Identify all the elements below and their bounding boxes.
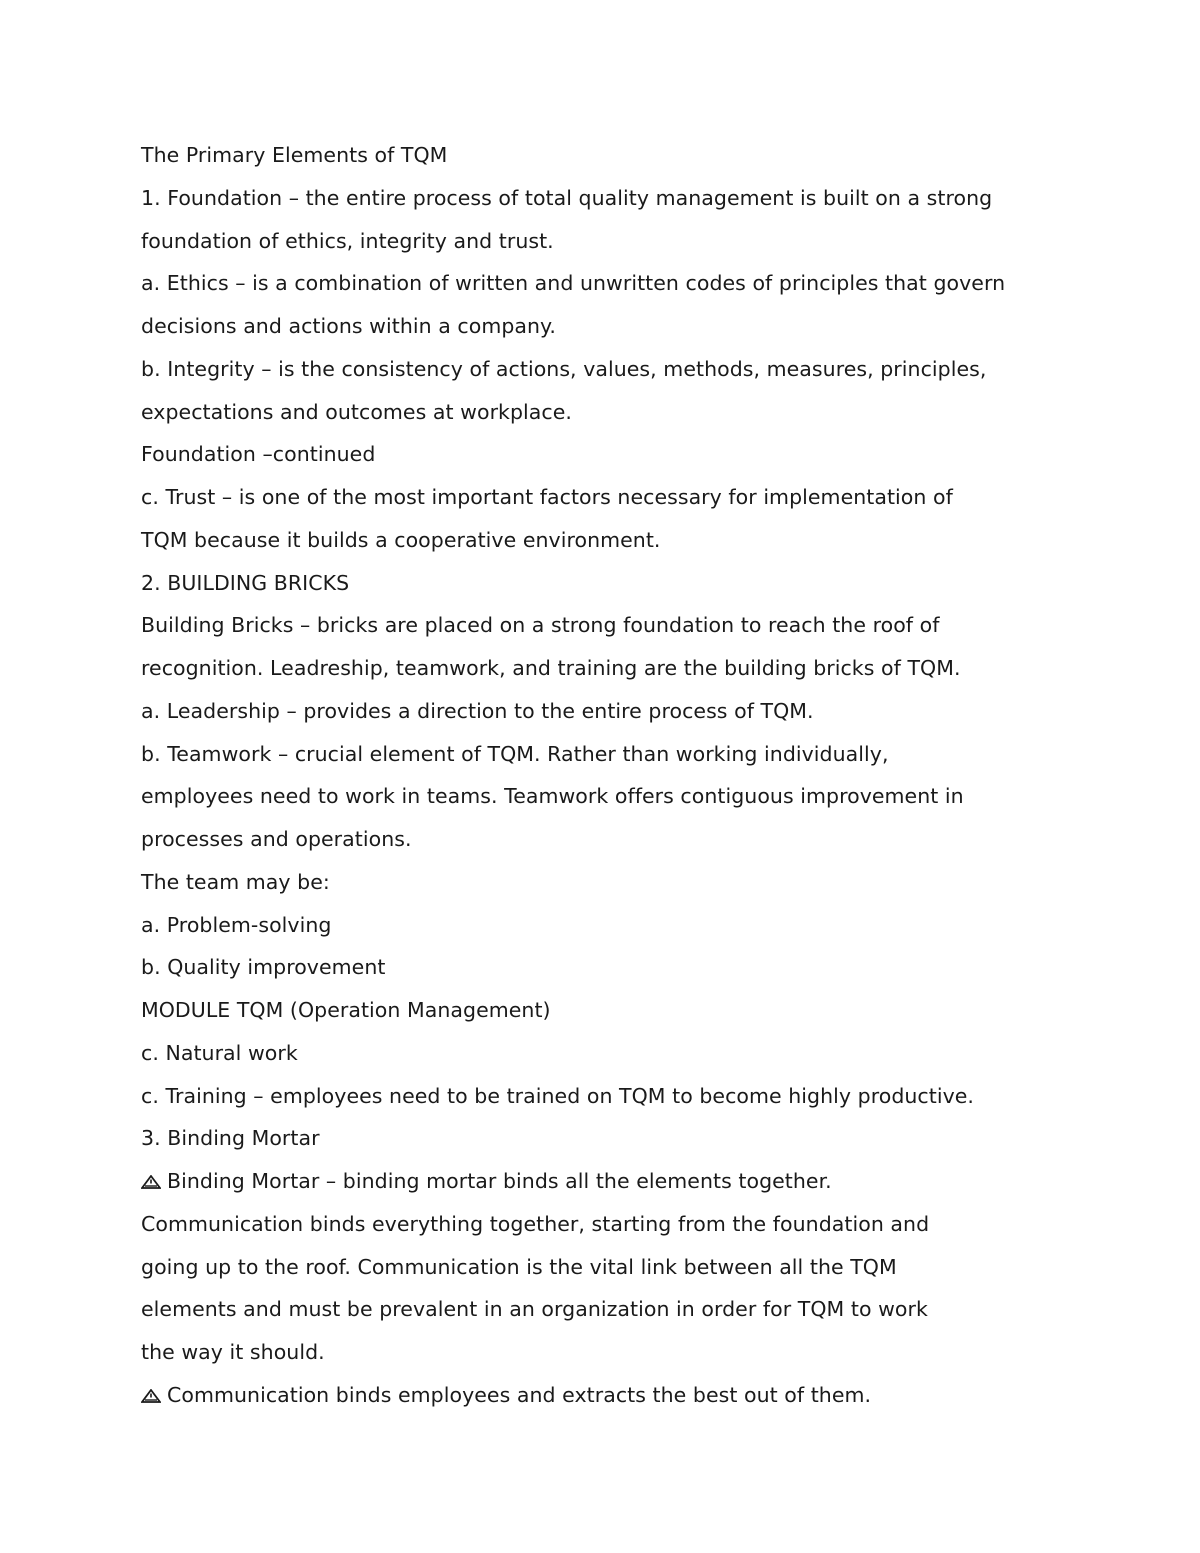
text-line: the way it should. [141, 1340, 325, 1364]
text-line: a. Leadership – provides a direction to the entire process of TQM. [141, 698, 814, 723]
text-line: MODULE TQM (Operation Management) [141, 998, 551, 1022]
text-line: elements and must be prevalent in an organization in order for TQM to work [141, 1297, 928, 1322]
text-line: recognition. Leadreship, teamwork, and training are the building bricks of TQM. [141, 656, 961, 680]
text-line: a. Ethics – is a combination of written and unwritten codes of principles that govern [141, 271, 1006, 296]
warning-bullet-icon [141, 1389, 161, 1403]
bullet-line [141, 1160, 1101, 1203]
text-line: c. Natural work [141, 1040, 298, 1065]
text-line: going up to the roof. Communication is the vital link between all the TQM [141, 1254, 897, 1279]
bullet-text: Communication binds employees and extracts the best out of them. [167, 1382, 872, 1407]
document-body [141, 134, 1101, 1417]
text-line: processes and operations. [141, 827, 412, 851]
warning-bullet-icon [141, 1175, 161, 1189]
text-line: Communication binds everything together, starting from the foundation and [141, 1211, 930, 1236]
text-line: b. Teamwork – crucial element of TQM. Rather than working individually, [141, 741, 889, 766]
bullet-text: Binding Mortar – binding mortar binds all the elements together. [167, 1169, 832, 1193]
text-line: c. Training – employees need to be trained on TQM to become highly productive. [141, 1083, 974, 1108]
text-line: decisions and actions within a company. [141, 314, 556, 338]
bullet-line [141, 1374, 1101, 1417]
text-line: Building Bricks – bricks are placed on a strong foundation to reach the roof of [141, 613, 940, 638]
section-heading: 2. BUILDING BRICKS [141, 570, 350, 595]
text-line: The team may be: [141, 869, 330, 894]
text-line: a. Problem-solving [141, 912, 332, 937]
text-line: foundation of ethics, integrity and trust. [141, 228, 554, 253]
document-title: The Primary Elements of TQM [141, 143, 448, 167]
text-line: b. Quality improvement [141, 955, 386, 980]
text-line: employees need to work in teams. Teamwork offers contiguous improvement in [141, 784, 964, 809]
text-line: 1. Foundation – the entire process of total quality management is built on a strong [141, 185, 993, 210]
text-line: expectations and outcomes at workplace. [141, 399, 572, 424]
section-heading: 3. Binding Mortar [141, 1126, 320, 1151]
text-line: TQM because it builds a cooperative environment. [141, 527, 661, 552]
text-line: Foundation –continued [141, 442, 376, 467]
text-line: c. Trust – is one of the most important factors necessary for implementation of [141, 485, 953, 509]
text-line: b. Integrity – is the consistency of actions, values, methods, measures, principles, [141, 356, 987, 381]
